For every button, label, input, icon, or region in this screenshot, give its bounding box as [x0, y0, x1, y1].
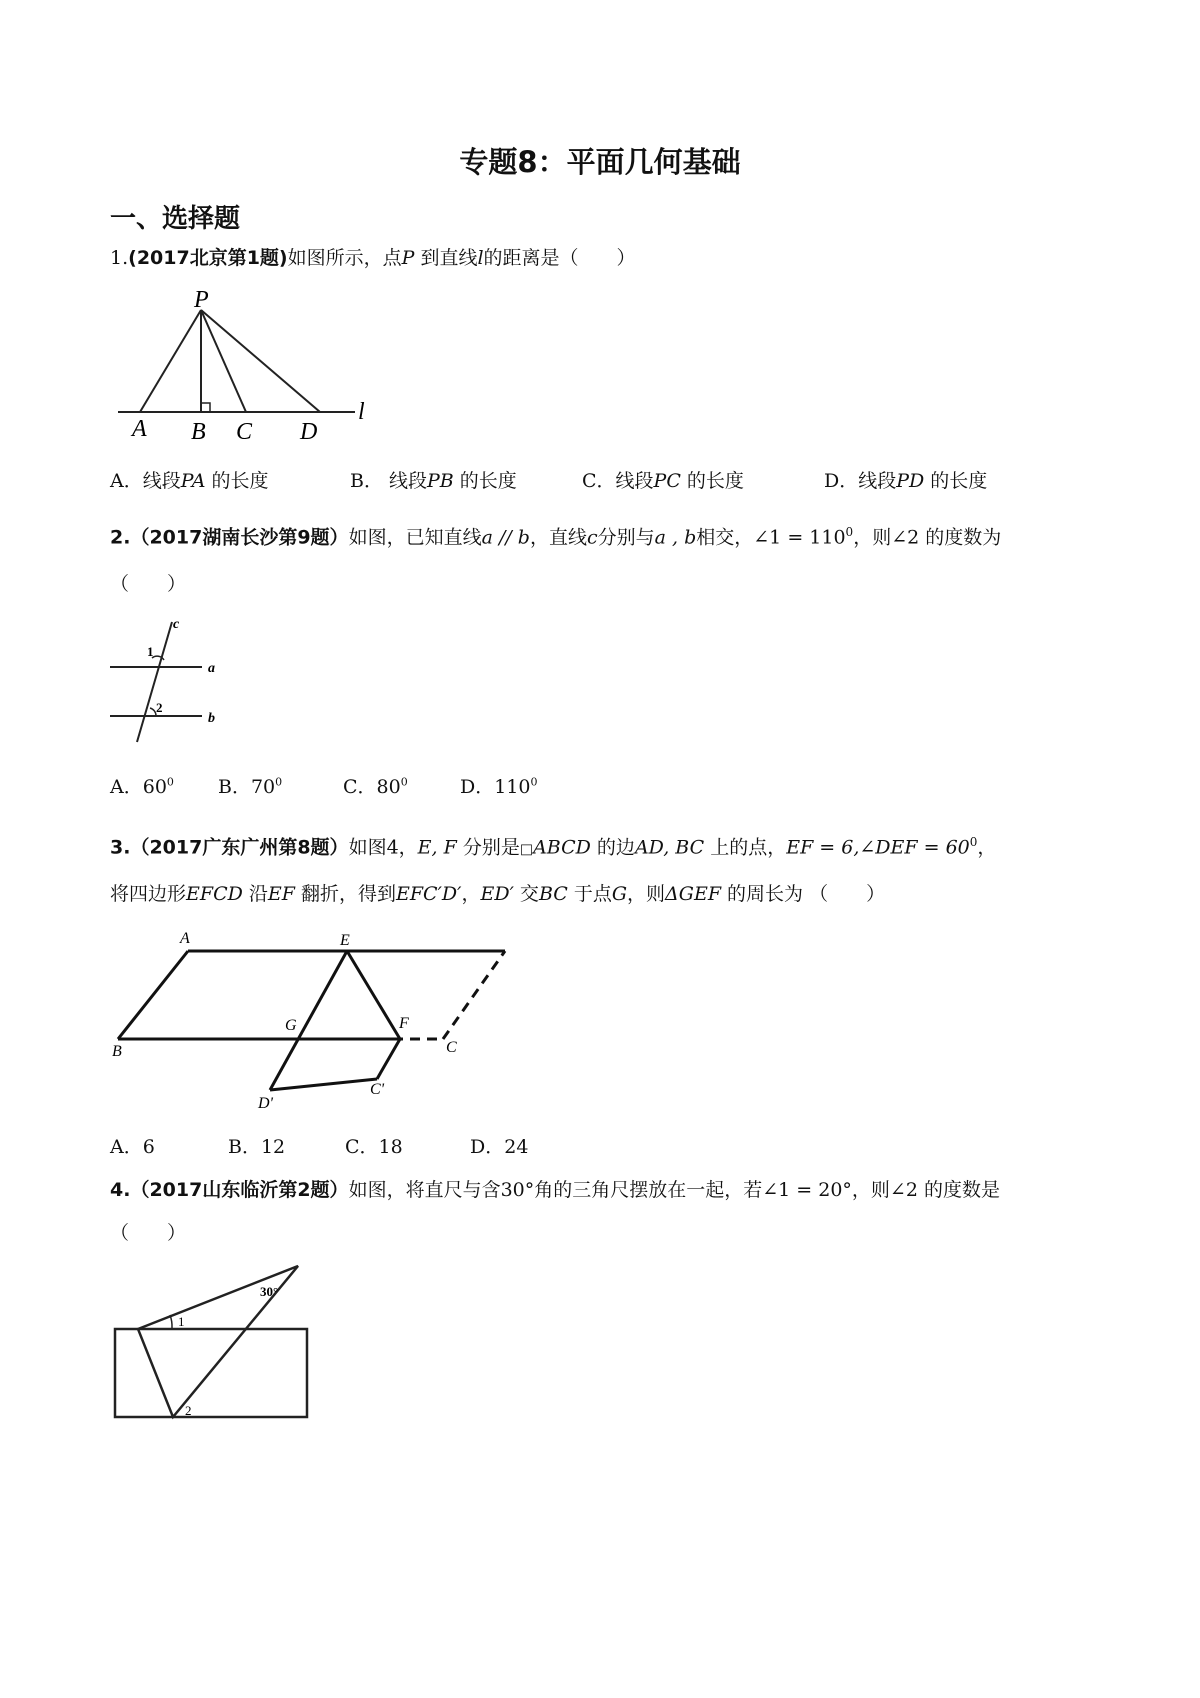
math-var: a , b — [654, 526, 697, 549]
option-d — [824, 466, 987, 493]
option-b — [350, 466, 517, 493]
figure-q3 — [110, 928, 530, 1113]
parallelogram-symbol: □ — [519, 841, 534, 858]
option-text: 的长度 — [680, 470, 744, 492]
point-label-b: B — [191, 419, 206, 445]
edge-cd-dashed — [443, 951, 505, 1039]
stem-text: ，则∠2 的度数为 — [853, 526, 1002, 549]
line-label-l: l — [358, 399, 365, 425]
stem-text: 上的点， — [704, 836, 787, 859]
option-text: 的长度 — [205, 470, 269, 492]
option-b — [228, 1132, 285, 1159]
math-var: ABCD — [533, 836, 591, 859]
option-value: 80 — [376, 776, 401, 798]
degree-sup: 0 — [845, 525, 854, 539]
edge-ef — [347, 951, 400, 1039]
stem-text: ， — [461, 883, 481, 905]
option-c — [582, 466, 744, 493]
stem-text: ，直线 — [529, 526, 587, 549]
option-text: 的长度 — [924, 470, 988, 492]
math-var: l — [477, 247, 484, 269]
option-a — [110, 772, 174, 799]
stem-text: 如图，已知直线 — [348, 526, 482, 549]
option-b — [218, 772, 282, 799]
stem-text: 的周长为 （ ） — [721, 883, 886, 905]
right-angle-mark — [201, 403, 210, 412]
question-4-stem — [110, 1176, 1000, 1204]
math-var: P — [401, 247, 415, 269]
stem-text: 如图，将直尺与含30°角的三角尺摆放在一起，若∠1 = 20°，则∠2 的度数是 — [348, 1179, 1000, 1201]
stem-text: 翻折，得到 — [294, 883, 396, 905]
edge-c1f — [377, 1039, 400, 1079]
option-key: A．线段 — [110, 470, 181, 492]
stem-text: 到直线 — [414, 247, 478, 269]
stem-text: 交 — [513, 883, 539, 905]
figure-q2 — [100, 612, 250, 752]
stem-text: 沿 — [242, 883, 268, 905]
stem-text: 于点 — [567, 883, 612, 905]
math-var: EF — [267, 883, 295, 905]
question-source: （2017广东广州第8题） — [130, 836, 349, 859]
question-3-line2 — [110, 880, 885, 908]
stem-text: ，则 — [627, 883, 666, 905]
option-value: 70 — [250, 776, 276, 798]
figure-q4 — [100, 1258, 330, 1426]
option-value: 18 — [378, 1136, 403, 1158]
math-var: ΔGEF — [665, 883, 721, 905]
option-value: 6 — [142, 1136, 155, 1158]
angle-label-1: 1 — [147, 644, 154, 659]
degree-sup: 0 — [166, 775, 174, 789]
math-var: PB — [427, 470, 454, 492]
degree-sup: 0 — [969, 835, 978, 849]
question-2-paren: （ ） — [110, 573, 187, 595]
math-expr: EF = 6,∠DEF = 60 — [786, 836, 970, 859]
option-value: 12 — [260, 1136, 286, 1158]
option-key: C． — [343, 776, 377, 798]
stem-text: ， — [977, 836, 997, 859]
stem-text: 的边 — [590, 836, 635, 859]
math-var: PD — [896, 470, 925, 492]
question-3-stem — [110, 828, 996, 863]
line-label-c: c — [173, 617, 180, 632]
option-c — [343, 772, 408, 799]
segment-pa — [140, 310, 201, 412]
question-number: 4. — [110, 1179, 131, 1201]
section-heading: 一、选择题 — [110, 204, 241, 234]
segment-pc — [201, 310, 246, 412]
degree-sup: 0 — [400, 775, 408, 789]
point-label-c: C — [236, 419, 253, 445]
option-key: D． — [460, 776, 495, 798]
stem-text: 如图4， — [348, 836, 418, 859]
question-source: (2017北京第1题) — [128, 247, 288, 269]
option-key: C． — [345, 1136, 379, 1158]
point-label-a: A — [180, 930, 190, 947]
option-key: D． — [470, 1136, 505, 1158]
edge-d1c1 — [270, 1079, 377, 1090]
option-key: D．线段 — [824, 470, 897, 492]
segment-pd — [201, 310, 320, 412]
point-label-c: C — [446, 1039, 457, 1056]
point-label-e: E — [340, 932, 350, 949]
option-value: 60 — [142, 776, 167, 798]
angle-label-1: 1 — [178, 1314, 185, 1329]
point-label-d-prime: D' — [258, 1095, 273, 1112]
math-var: c — [586, 526, 598, 549]
option-key: A． — [110, 776, 143, 798]
point-label-d: D — [300, 419, 318, 445]
point-label-p: P — [194, 287, 209, 313]
point-label-g: G — [285, 1017, 297, 1034]
angle-label-30: 30° — [260, 1284, 279, 1299]
stem-text: 相交， — [696, 526, 754, 549]
math-var: AD, BC — [634, 836, 705, 859]
option-key: A． — [110, 1136, 143, 1158]
math-var: E, F — [417, 836, 457, 859]
stem-text: 如图所示，点 — [287, 247, 402, 269]
option-text: 的长度 — [453, 470, 517, 492]
point-label-b: B — [112, 1043, 122, 1060]
math-var: PC — [653, 470, 681, 492]
line-c — [137, 622, 172, 742]
question-number: 1. — [110, 247, 129, 269]
degree-sup: 0 — [530, 775, 538, 789]
point-label-c-prime: C' — [370, 1081, 385, 1098]
option-key: B． — [228, 1136, 261, 1158]
degree-sup: 0 — [275, 775, 283, 789]
angle-label-2: 2 — [185, 1403, 192, 1418]
math-var: PA — [180, 470, 206, 492]
math-var: ED′ — [480, 883, 514, 905]
stem-text: 的距离是（ ） — [483, 247, 636, 269]
stem-text: 分别是 — [456, 836, 520, 859]
math-var: EFCD — [186, 883, 243, 905]
stem-text: 将四边形 — [110, 883, 187, 905]
math-var: a // b — [481, 526, 530, 549]
option-key: C．线段 — [582, 470, 654, 492]
line-label-a: a — [208, 661, 215, 676]
math-var: BC — [538, 883, 568, 905]
line-label-b: b — [208, 711, 215, 726]
stem-text: 分别与 — [597, 526, 655, 549]
page-title: 专题8：平面几何基础 — [459, 145, 741, 179]
edge-ab — [118, 951, 188, 1039]
option-d — [470, 1132, 528, 1159]
question-number: 3. — [110, 836, 131, 859]
angle-label-2: 2 — [156, 700, 163, 715]
option-value: 24 — [504, 1136, 529, 1158]
math-expr: ∠1 = 110 — [753, 526, 846, 549]
option-a — [110, 466, 269, 493]
point-label-a: A — [132, 416, 147, 442]
question-number: 2. — [110, 526, 131, 549]
option-d — [460, 772, 538, 799]
math-var: EFC′D′ — [396, 883, 462, 905]
question-2-stem — [110, 518, 1001, 551]
question-source: （2017山东临沂第2题） — [130, 1179, 349, 1201]
question-source: （2017湖南长沙第9题） — [130, 526, 349, 549]
figure-q1 — [110, 285, 390, 445]
option-key: B． — [218, 776, 251, 798]
option-c — [345, 1132, 403, 1159]
point-label-f: F — [399, 1015, 409, 1032]
option-value: 110 — [494, 776, 531, 798]
option-key: B． 线段 — [350, 470, 428, 492]
question-1-stem — [110, 244, 636, 272]
edge-ed1 — [270, 951, 347, 1090]
math-var: G — [611, 883, 628, 905]
option-a — [110, 1132, 155, 1159]
question-4-paren: （ ） — [110, 1222, 187, 1244]
